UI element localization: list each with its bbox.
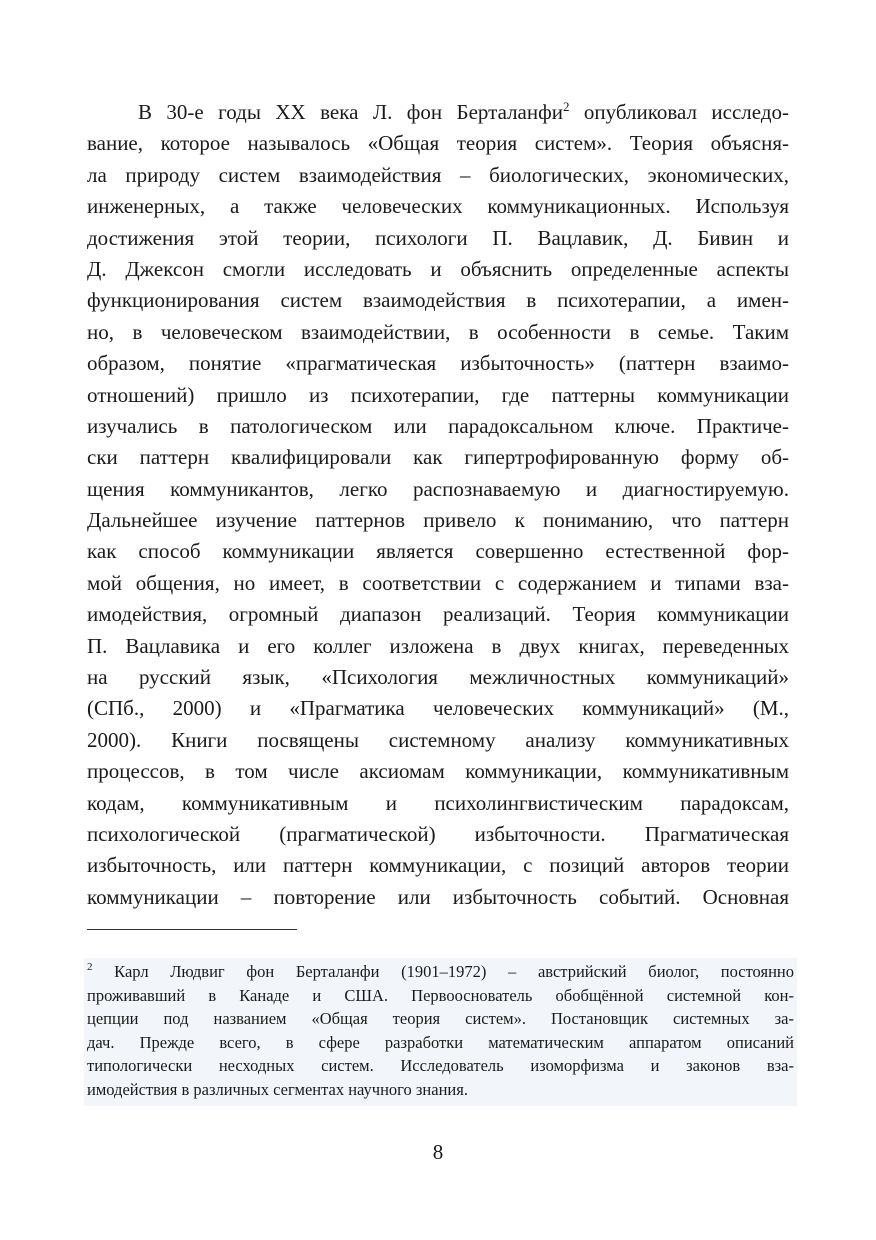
footnote-line: цепции под названием «Общая теория систем». Постановщик системных за- [87, 1009, 794, 1029]
text-line: функционирования систем взаимодействия в психотерапии, а имен- [87, 288, 789, 313]
text-line: мой общения, но имеет, в соответствии с содержанием и типами вза- [87, 570, 789, 595]
footnote-reference[interactable]: 2 [562, 99, 570, 114]
text-line: 2000). Книги посвящены системному анализу коммуникативных [87, 727, 789, 752]
footnote [84, 958, 797, 1106]
main-paragraph [87, 97, 789, 913]
text-line: процессов, в том числе аксиомам коммуникации, коммуникативным [87, 759, 789, 784]
text-line: но, в человеческом взаимодействии, в особенности в семье. Таким [87, 319, 789, 344]
footnote-line: дач. Прежде всего, в сфере разработки математическим аппаратом описаний [87, 1032, 794, 1052]
text-line: щения коммуникантов, легко распознаваемую и диагностируемую. [87, 476, 789, 501]
text-line: коммуникации – повторение или избыточность событий. Основная [87, 884, 789, 909]
text-line: как способ коммуникации является совершенно естественной фор- [87, 539, 789, 564]
text-line: психологической (прагматической) избыточности. Прагматическая [87, 821, 789, 846]
text-line: имодействия, огромный диапазон реализаций. Теория коммуникации [87, 602, 789, 627]
text-line: достижения этой теории, психологи П. Вацлавик, Д. Бивин и [87, 225, 789, 250]
footnote-first-line [87, 960, 794, 984]
text-line: отношений) пришло из психотерапии, где паттерны коммуникации [87, 382, 789, 407]
text-line: (СПб., 2000) и «Прагматика человеческих коммуникаций» (М., [87, 696, 789, 721]
text-line: ла природу систем взаимодействия – биологических, экономических, [87, 162, 789, 187]
page-number: 8 [432, 1140, 444, 1164]
footnote-marker: 2 [87, 961, 93, 973]
text-line: ски паттерн квалифицировали как гипертрофированную форму об- [87, 445, 789, 470]
text-line: изучались в патологическом или парадоксальном ключе. Практиче- [87, 413, 789, 438]
text-line: Дальнейшее изучение паттернов привело к пониманию, что паттерн [87, 508, 789, 533]
footnote-separator [87, 929, 297, 930]
first-line-text: В 30-е годы ХХ века Л. фон Берталанфи [138, 100, 563, 124]
text-line: Д. Джексон смогли исследовать и объяснить определенные аспекты [87, 256, 789, 281]
text-line: П. Вацлавика и его коллег изложена в двух книгах, переведенных [87, 633, 789, 658]
footnote-text: Карл Людвиг фон Берталанфи (1901–1972) – австрийский биолог, постоянно [92, 962, 794, 981]
footnote-line: имодействия в различных сегментах научного знания. [87, 1079, 468, 1099]
footnote-line: проживавший в Канаде и США. Первооснователь обобщённой системной кон- [87, 985, 794, 1005]
text-line: на русский язык, «Психология межличностных коммуникаций» [87, 665, 789, 690]
paragraph-first-line [87, 97, 789, 128]
text-line: кодам, коммуникативным и психолингвистическим парадоксам, [87, 790, 789, 815]
text-line: вание, которое называлось «Общая теория систем». Теория объясня- [87, 131, 789, 156]
footnote-line: типологически несходных систем. Исследователь изоморфизма и законов вза- [87, 1056, 794, 1076]
text-line: избыточность, или паттерн коммуникации, с позиций авторов теории [87, 853, 789, 878]
first-line-text-continued: опубликовал исследо- [569, 100, 789, 124]
text-line: образом, понятие «прагматическая избыточность» (паттерн взаимо- [87, 351, 789, 376]
text-line: инженерных, а также человеческих коммуникационных. Используя [87, 194, 789, 219]
